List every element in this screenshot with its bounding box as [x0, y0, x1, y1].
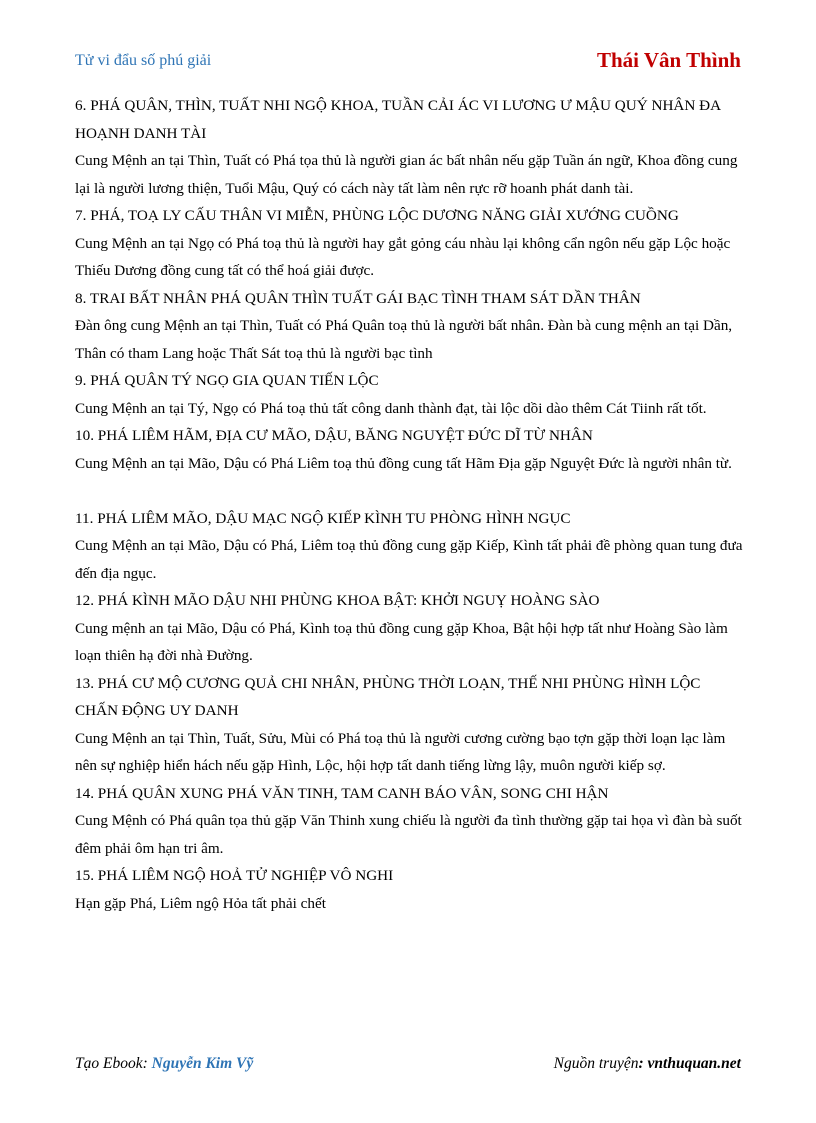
section-body: Cung Mệnh có Phá quân tọa thủ gặp Văn Thinh xung chiếu là người đa tình thường gặp tai họa vì đàn bà suốt đêm phải ôm hạn tri âm. — [75, 812, 742, 857]
creator-separator: : — [142, 1055, 152, 1072]
section-body: Cung Mệnh an tại Mão, Dậu có Phá, Liêm toạ thủ đồng cung gặp Kiếp, Kình tất phải đề phòng quan tung đưa đến địa ngục. — [75, 537, 743, 582]
creator-label: Tạo Ebook — [75, 1055, 143, 1072]
section-body: Cung Mệnh an tại Thìn, Tuất có Phá tọa thủ là người gian ác bất nhân nếu gặp Tuần án ngữ, Khoa đồng cung lại là người lương thiện, Tuổi Mậu, Quý có cách này tất làm nên rực rỡ hoanh phát danh tài. — [75, 152, 738, 197]
page-content — [75, 92, 743, 917]
paragraph-gap — [75, 477, 743, 505]
section-heading: 12. PHÁ KÌNH MÃO DẬU NHI PHÙNG KHOA BẬT: KHỞI NGUỴ HOÀNG SÀO — [75, 592, 600, 609]
section-14 — [75, 780, 743, 863]
page-header — [75, 48, 741, 78]
source-credit — [554, 1055, 741, 1073]
source-site: vnthuquan.net — [647, 1055, 741, 1072]
section-heading: 13. PHÁ CƯ MỘ CƯƠNG QUẢ CHI NHÂN, PHÙNG THỜI LOẠN, THẾ NHI PHÙNG HÌNH LỘC CHẤN ĐỘNG UY DANH — [75, 674, 701, 719]
section-body: Cung Mệnh an tại Thìn, Tuất, Sửu, Mùi có Phá toạ thủ là người cương cường bạo tợn gặp thời loạn lạc làm nên sự nghiệp hiển hách nếu gặp Hình, Lộc, hội hợp tất danh tiếng lừng lậy, muôn người kiếp sợ. — [75, 729, 726, 774]
section-heading: 10. PHÁ LIÊM HÃM, ĐỊA CƯ MÃO, DẬU, BĂNG NGUYỆT ĐỨC DĨ TỪ NHÂN — [75, 427, 593, 444]
section-heading: 14. PHÁ QUÂN XUNG PHÁ VĂN TINH, TAM CANH BÁO VÂN, SONG CHI HẬN — [75, 784, 609, 802]
section-heading: 11. PHÁ LIÊM MÃO, DẬU MẠC NGỘ KIẾP KÌNH TU PHÒNG HÌNH NGỤC — [75, 509, 571, 527]
section-8 — [75, 285, 743, 368]
ebook-credit — [75, 1055, 253, 1073]
section-body: Đàn ông cung Mệnh an tại Thìn, Tuất có Phá Quân toạ thủ là người bất nhân. Đàn bà cung mệnh an tại Dần, Thân có tham Lang hoặc Thất Sát toạ thủ là người bạc tình — [75, 317, 733, 362]
section-9 — [75, 367, 743, 422]
section-12 — [75, 587, 743, 670]
section-body: Cung Mệnh an tại Mão, Dậu có Phá Liêm toạ thủ đồng cung tất Hãm Địa gặp Nguyệt Đức là người nhân từ. — [75, 454, 732, 472]
section-15 — [75, 862, 743, 917]
creator-name: Nguyễn Kim Vỹ — [151, 1055, 254, 1072]
section-body: Hạn gặp Phá, Liêm ngộ Hỏa tất phải chết — [75, 894, 326, 912]
section-heading: 6. PHÁ QUÂN, THÌN, TUẤT NHI NGỘ KHOA, TUẦN CẢI ÁC VI LƯƠNG Ư MẬU QUÝ NHÂN ĐA HOẠNH DANH TÀI — [75, 97, 721, 142]
section-13 — [75, 670, 743, 780]
section-heading: 7. PHÁ, TOẠ LY CẤU THÂN VI MIỄN, PHÙNG LỘC DƯƠNG NĂNG GIẢI XƯỚNG CUỒNG — [75, 207, 679, 224]
section-body: Cung Mệnh an tại Ngọ có Phá toạ thủ là người hay gắt gỏng cáu nhàu lại không cẩn ngôn nếu gặp Lộc hoặc Thiếu Dương đồng cung tất có thể hoá giải được. — [75, 234, 731, 279]
source-separator: : — [638, 1055, 648, 1072]
book-title: Tử vi đẩu số phú giải — [75, 52, 212, 69]
author-name: Thái Vân Thình — [597, 48, 741, 72]
section-heading: 9. PHÁ QUÂN TÝ NGỌ GIA QUAN TIẾN LỘC — [75, 372, 379, 389]
section-body: Cung mệnh an tại Mão, Dậu có Phá, Kình toạ thủ đồng cung gặp Khoa, Bật hội hợp tất như Hoàng Sào làm loạn thiên hạ đời nhà Đường. — [75, 619, 728, 664]
section-body: Cung Mệnh an tại Tý, Ngọ có Phá toạ thủ tất công danh thành đạt, tài lộc dồi dào thêm Cát Tiinh rất tốt. — [75, 399, 707, 417]
section-heading: 8. TRAI BẤT NHÂN PHÁ QUÂN THÌN TUẤT GÁI BẠC TÌNH THAM SÁT DẦN THÂN — [75, 289, 641, 307]
section-7 — [75, 202, 743, 285]
section-6 — [75, 92, 743, 202]
page-footer — [75, 1055, 741, 1077]
section-10 — [75, 422, 743, 477]
section-heading: 15. PHÁ LIÊM NGỘ HOẢ TỬ NGHIỆP VÔ NGHI — [75, 867, 394, 884]
source-label: Nguồn truyện — [553, 1055, 639, 1072]
section-11 — [75, 505, 743, 588]
